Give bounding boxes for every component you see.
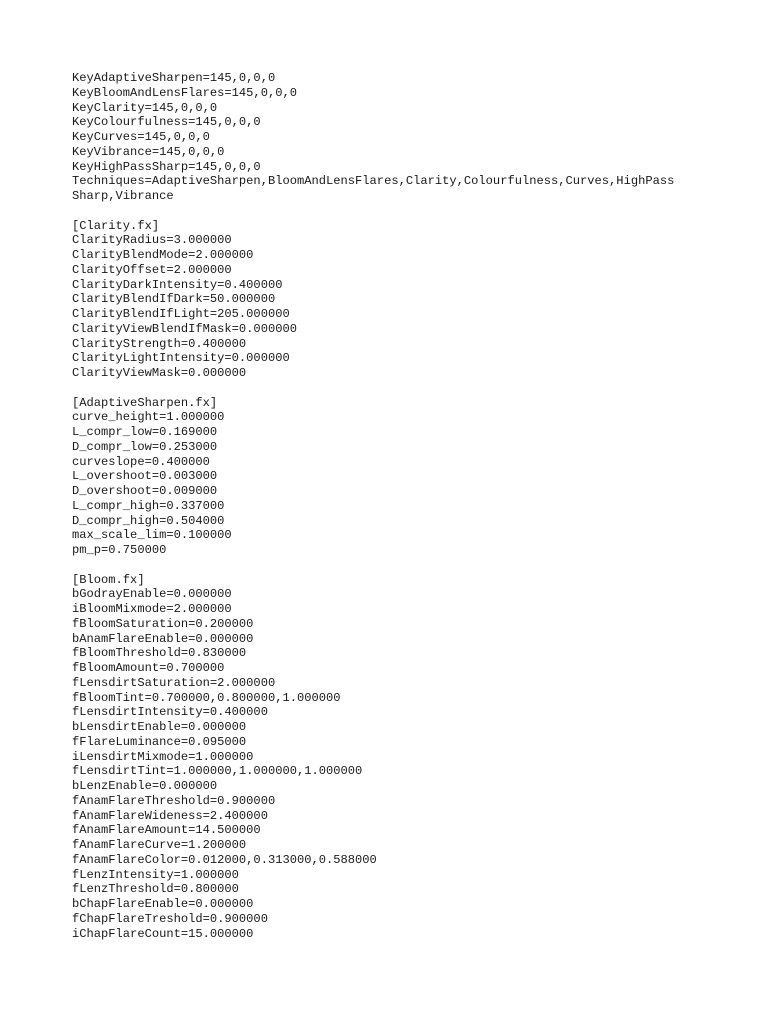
config-line: L_compr_high=0.337000 — [72, 498, 225, 513]
config-line: curveslope=0.400000 — [72, 454, 210, 469]
section-header: [AdaptiveSharpen.fx] — [72, 395, 218, 410]
config-line: ClarityDarkIntensity=0.400000 — [72, 277, 283, 292]
config-line: L_compr_low=0.169000 — [72, 425, 218, 439]
config-line: bChapFlareEnable=0.000000 — [72, 897, 254, 911]
config-line: fLensdirtSaturation=2.000000 — [72, 675, 276, 690]
keys-section — [72, 71, 752, 204]
adaptive-sharpen-section — [72, 396, 752, 558]
config-line: D_compr_high=0.504000 — [72, 513, 225, 528]
config-line: iLensdirtMixmode=1.000000 — [72, 749, 254, 764]
bloom-section — [72, 573, 752, 942]
config-line: D_overshoot=0.009000 — [72, 484, 218, 498]
config-line: ClarityBlendIfDark=50.000000 — [72, 292, 276, 307]
config-line: bGodrayEnable=0.000000 — [72, 587, 232, 602]
section-spacer — [72, 558, 752, 573]
config-line: fLenzIntensity=1.000000 — [72, 867, 239, 882]
config-line: Sharp,Vibrance — [72, 189, 174, 203]
config-line: ClarityRadius=3.000000 — [72, 233, 232, 248]
config-line: ClarityViewBlendIfMask=0.000000 — [72, 321, 297, 336]
config-line: fBloomSaturation=0.200000 — [72, 616, 254, 631]
config-line: ClarityViewMask=0.000000 — [72, 366, 247, 380]
config-line: L_overshoot=0.003000 — [72, 469, 218, 484]
config-line: fAnamFlareWideness=2.400000 — [72, 808, 268, 823]
config-line: KeyClarity=145,0,0,0 — [72, 100, 218, 115]
config-line: KeyAdaptiveSharpen=145,0,0,0 — [72, 71, 276, 85]
document-page — [72, 71, 752, 941]
config-line: D_compr_low=0.253000 — [72, 439, 218, 454]
config-line: fAnamFlareColor=0.012000,0.313000,0.588000 — [72, 852, 377, 867]
config-line: max_scale_lim=0.100000 — [72, 528, 232, 543]
config-line: Techniques=AdaptiveSharpen,BloomAndLensFlares,Clarity,Colourfulness,Curves,HighPass — [72, 174, 675, 189]
config-line: fAnamFlareCurve=1.200000 — [72, 838, 247, 852]
config-line: curve_height=1.000000 — [72, 410, 225, 425]
config-line: fLenzThreshold=0.800000 — [72, 882, 239, 897]
config-line: fBloomTint=0.700000,0.800000,1.000000 — [72, 690, 341, 705]
config-line: ClarityBlendIfLight=205.000000 — [72, 307, 290, 321]
config-line: pm_p=0.750000 — [72, 543, 167, 557]
section-header: [Clarity.fx] — [72, 218, 160, 233]
config-line: ClarityStrength=0.400000 — [72, 336, 247, 351]
config-line: fLensdirtIntensity=0.400000 — [72, 705, 268, 720]
config-line: KeyCurves=145,0,0,0 — [72, 130, 210, 144]
section-spacer — [72, 204, 752, 219]
config-line: ClarityBlendMode=2.000000 — [72, 248, 254, 262]
clarity-section — [72, 219, 752, 381]
config-line: iBloomMixmode=2.000000 — [72, 602, 232, 616]
config-line: fBloomThreshold=0.830000 — [72, 646, 247, 661]
config-line: KeyBloomAndLensFlares=145,0,0,0 — [72, 85, 297, 100]
config-line: fAnamFlareThreshold=0.900000 — [72, 793, 276, 808]
config-line: KeyHighPassSharp=145,0,0,0 — [72, 159, 261, 174]
section-spacer — [72, 381, 752, 396]
config-line: fBloomAmount=0.700000 — [72, 661, 225, 675]
config-line: bAnamFlareEnable=0.000000 — [72, 631, 254, 646]
config-line: KeyVibrance=145,0,0,0 — [72, 144, 225, 159]
config-line: fFlareLuminance=0.095000 — [72, 734, 247, 749]
config-line: ClarityOffset=2.000000 — [72, 262, 232, 277]
section-header: [Bloom.fx] — [72, 572, 145, 587]
config-line: fChapFlareTreshold=0.900000 — [72, 911, 268, 926]
config-line: KeyColourfulness=145,0,0,0 — [72, 115, 261, 130]
config-line: ClarityLightIntensity=0.000000 — [72, 351, 290, 366]
config-line: fAnamFlareAmount=14.500000 — [72, 823, 261, 838]
config-line: fLensdirtTint=1.000000,1.000000,1.000000 — [72, 764, 363, 779]
config-line: bLenzEnable=0.000000 — [72, 779, 218, 793]
config-line: bLensdirtEnable=0.000000 — [72, 720, 247, 734]
config-line: iChapFlareCount=15.000000 — [72, 926, 254, 941]
